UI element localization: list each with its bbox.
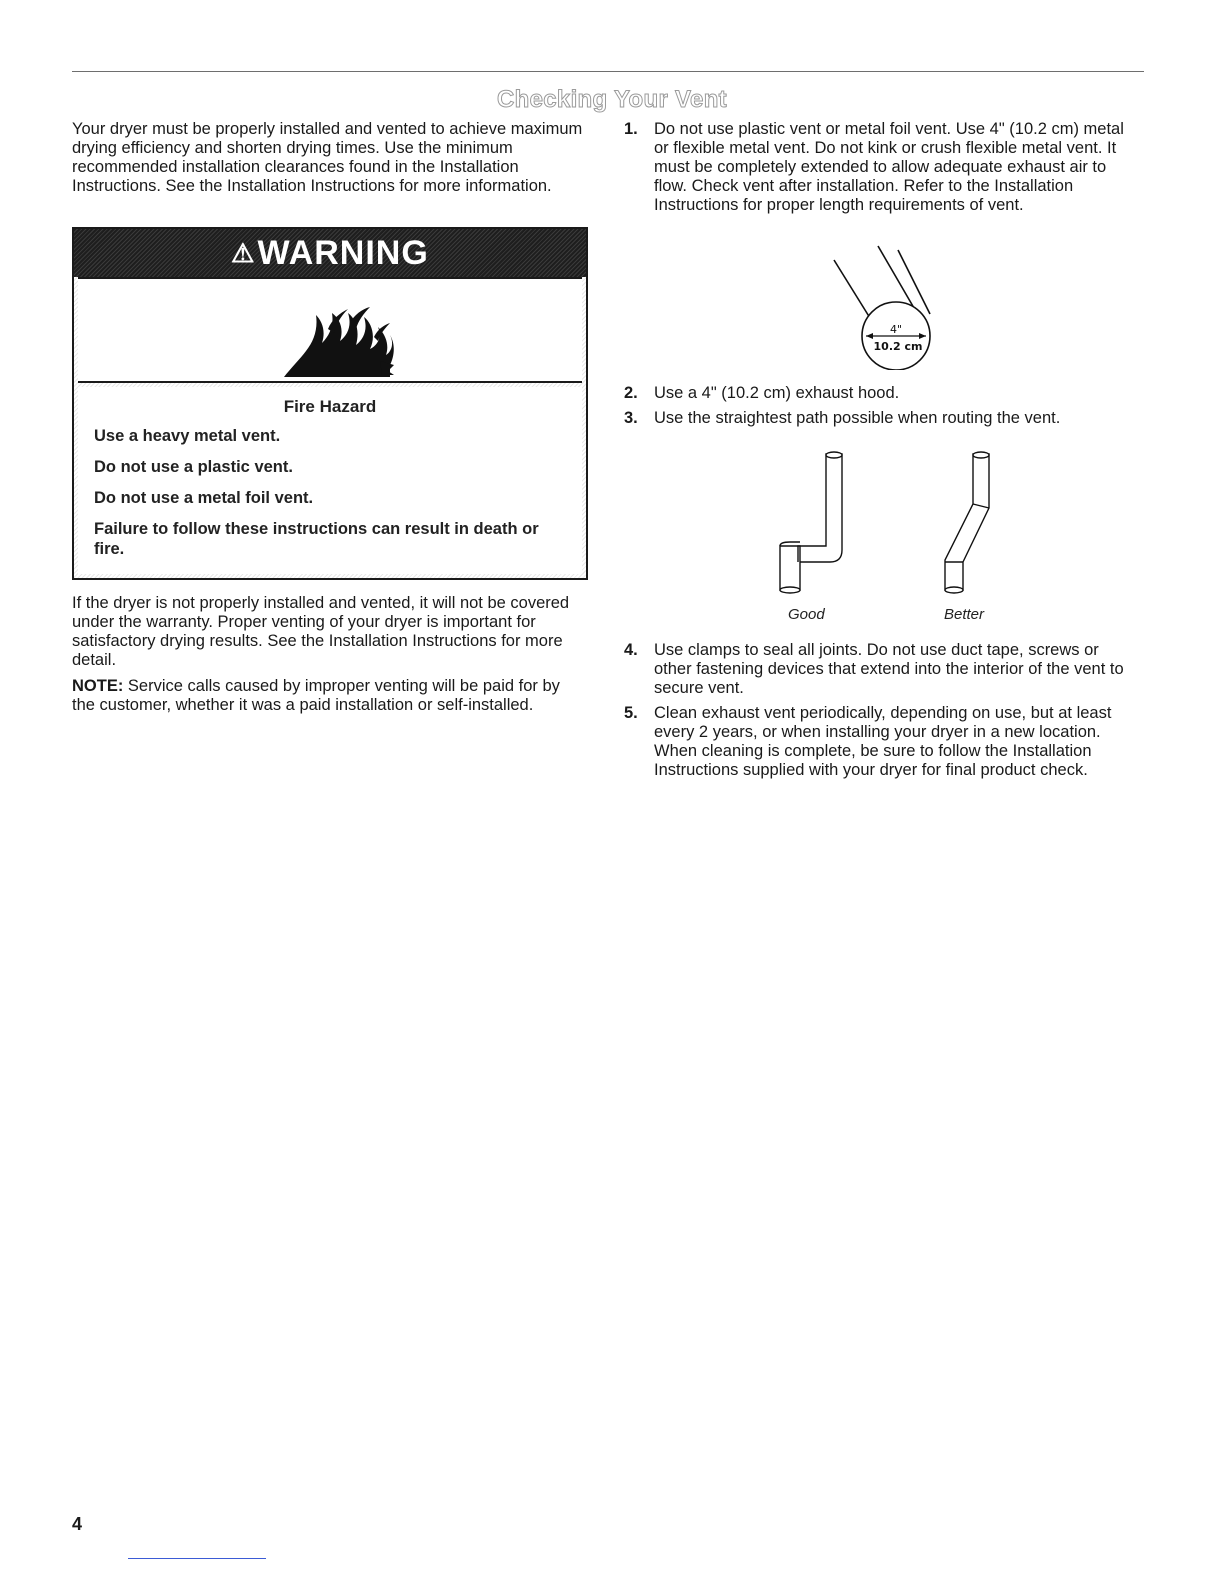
note-paragraph [72, 677, 584, 715]
item-text: Use clamps to seal all joints. Do not use duct tape, screws or other fastening devices that extend into the interior of the vent to secure vent. [654, 641, 1124, 697]
better-caption: Better [944, 606, 985, 623]
top-rule [72, 71, 1144, 72]
dimension-inches: 4" [889, 323, 903, 336]
note-label: NOTE: [72, 677, 124, 695]
item-text: Clean exhaust vent periodically, depending on use, but at least every 2 years, or when installing your dryer in a new location. When cleaning is complete, be sure to follow the Installation Instructions supplied with your dryer for final product check. [654, 704, 1112, 779]
item-number: 5. [624, 704, 638, 722]
instructions-list-a [624, 120, 1140, 215]
left-column [72, 120, 592, 203]
warning-line: Do not use a plastic vent. [94, 458, 293, 476]
note-text: Service calls caused by improper venting will be paid for by the customer, whether it was a paid installation or self-installed. [72, 677, 560, 714]
dimension-cm: 10.2 cm [873, 340, 923, 353]
list-item [624, 704, 1140, 780]
warranty-paragraph: If the dryer is not properly installed and vented, it will not be covered under the warranty. Proper venting of your dryer is important for satisfactory drying results. See the Installation Instructions for more detail. [72, 594, 570, 669]
fire-panel [78, 277, 582, 383]
item-number: 4. [624, 641, 638, 659]
instructions-list-c [624, 641, 1140, 780]
good-vent-routing-icon [770, 450, 850, 598]
warning-label: WARNING [257, 234, 429, 272]
warning-text-panel [78, 387, 582, 574]
list-item [624, 409, 1140, 428]
page-number: 4 [72, 1514, 83, 1534]
vent-diameter-diagram [826, 244, 946, 370]
fire-hazard-icon [78, 279, 582, 381]
item-text: Use a 4" (10.2 cm) exhaust hood. [654, 384, 900, 402]
list-item [624, 120, 1140, 215]
warning-line: Failure to follow these instructions can result in death or fire. [94, 520, 539, 558]
item-text: Use the straightest path possible when routing the vent. [654, 409, 1061, 427]
item-number: 1. [624, 120, 638, 138]
footer-line [128, 1558, 266, 1559]
item-text: Do not use plastic vent or metal foil vent. Use 4" (10.2 cm) metal or flexible metal vent. Do not kink or crush flexible metal vent. It must be completely extended to allow adequate exhaust air to flow. Check vent after installation. Refer to the Installation Instructions for proper length requirements of vent. [654, 120, 1124, 214]
better-vent-routing-icon [935, 450, 1005, 598]
item-number: 2. [624, 384, 638, 402]
warning-line: Use a heavy metal vent. [94, 427, 281, 445]
list-item [624, 384, 1140, 403]
intro-paragraph: Your dryer must be properly installed and vented to achieve maximum drying efficiency and shorten drying times. Use the minimum recommended installation clearances found in the Installation Instructions. See the Installation Instructions for more information. [72, 120, 583, 195]
fire-hazard-heading: Fire Hazard [283, 397, 377, 416]
warning-triangle-icon: ⚠ [231, 238, 256, 268]
instructions-list-b [624, 384, 1140, 428]
left-lower [72, 594, 584, 722]
warning-line: Do not use a metal foil vent. [94, 489, 314, 507]
list-item [624, 641, 1140, 698]
warning-header [74, 229, 586, 277]
warning-box [72, 227, 588, 580]
item-number: 3. [624, 409, 638, 427]
page-title: Checking Your Vent [497, 86, 727, 113]
good-caption: Good [788, 606, 825, 623]
